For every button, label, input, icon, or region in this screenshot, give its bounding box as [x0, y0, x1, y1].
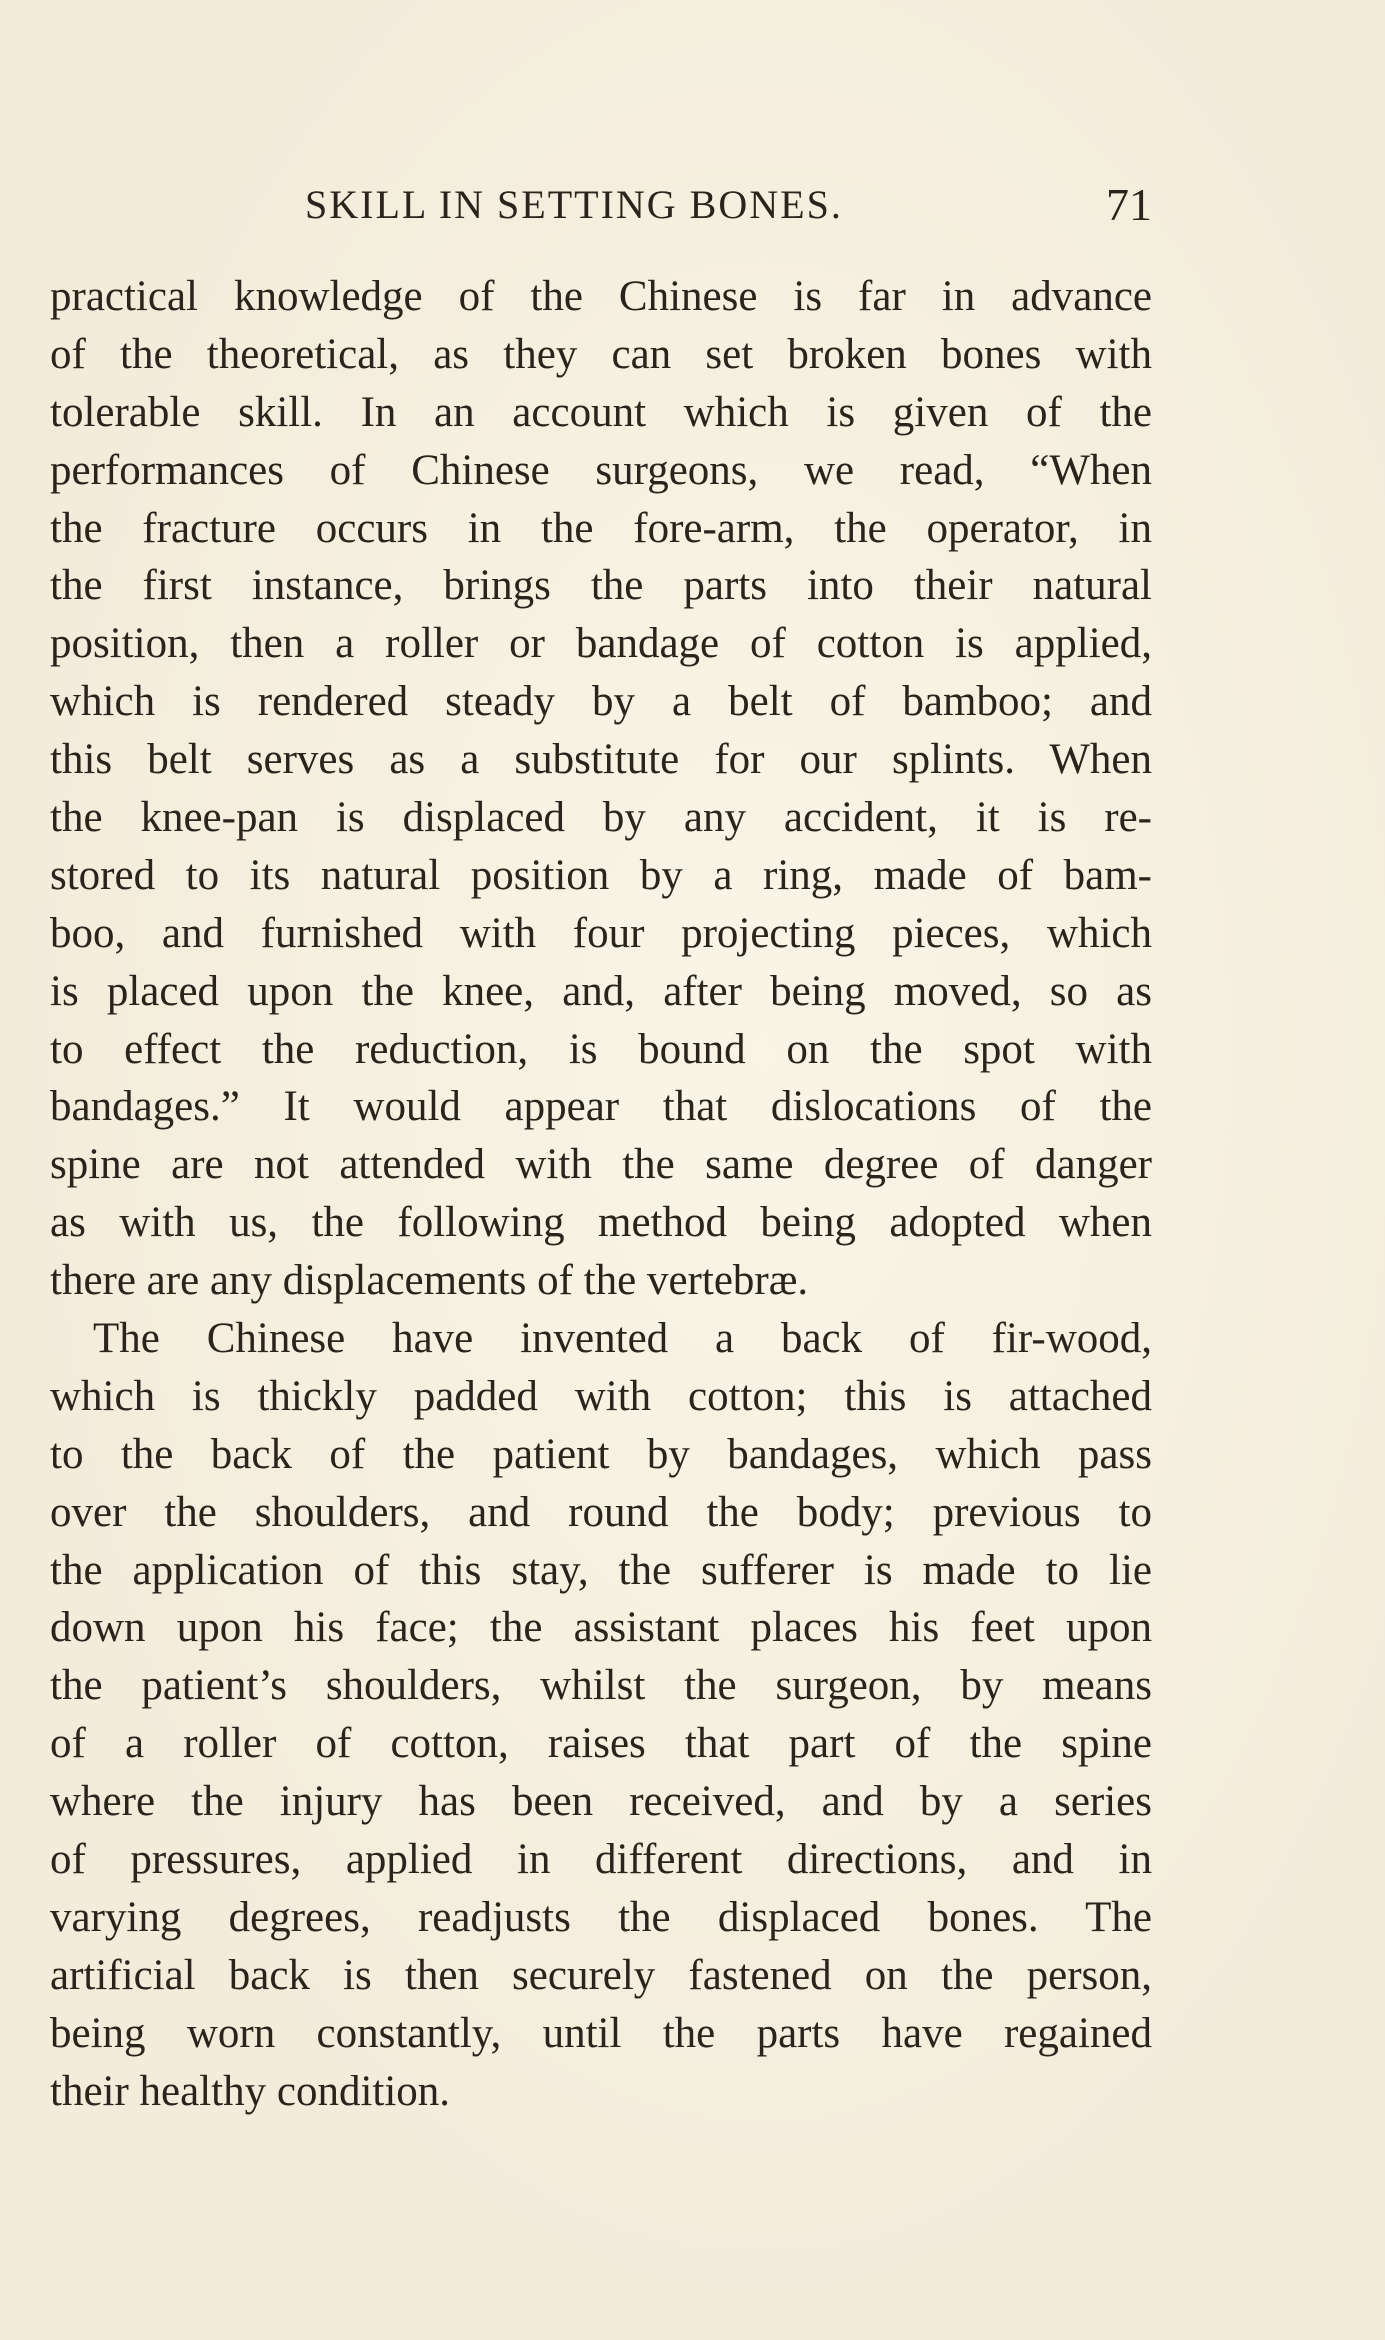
- paragraph-2: [50, 1310, 1152, 2120]
- text-line: practical knowledge of the Chinese is far in advance: [50, 273, 1152, 320]
- text-line: the knee-pan is displaced by any accident, it is re-: [50, 794, 1152, 842]
- text-line: performances of Chinese surgeons, we read, “When: [50, 446, 1152, 494]
- running-head-title: SKILL IN SETTING BONES.: [305, 182, 843, 227]
- text-line: of a roller of cotton, raises that part of the spine: [50, 1720, 1152, 1768]
- text-line: is placed upon the knee, and, after being moved, so as: [50, 967, 1152, 1015]
- text-line: the fracture occurs in the fore-arm, the operator, in: [50, 504, 1152, 552]
- text-line: artificial back is then securely fastened on the person,: [50, 1951, 1152, 1999]
- text-line: stored to its natural position by a ring, made of bam-: [50, 851, 1152, 899]
- text-line: spine are not attended with the same degree of danger: [50, 1141, 1152, 1189]
- body-text: [50, 268, 1152, 2121]
- running-head: [50, 175, 1152, 235]
- text-line: there are any displacements of the vertebræ.: [50, 1257, 809, 1305]
- text-line: this belt serves as a substitute for our splints. When: [50, 736, 1152, 784]
- text-line: their healthy condition.: [50, 2067, 451, 2115]
- text-line: over the shoulders, and round the body; previous to: [50, 1488, 1152, 1536]
- text-line: as with us, the following method being adopted when: [50, 1199, 1152, 1247]
- text-line: varying degrees, readjusts the displaced bones. The: [50, 1893, 1152, 1941]
- page-number: 71: [1106, 179, 1152, 230]
- text-line: the first instance, brings the parts into their natural: [50, 562, 1152, 610]
- text-line: The Chinese have invented a back of fir-wood,: [93, 1315, 1152, 1363]
- text-line: the patient’s shoulders, whilst the surgeon, by means: [50, 1662, 1152, 1710]
- text-line: of the theoretical, as they can set broken bones with: [50, 330, 1152, 378]
- text-line: where the injury has been received, and by a series: [50, 1778, 1152, 1826]
- text-line: which is thickly padded with cotton; this is attached: [50, 1372, 1152, 1420]
- text-line: down upon his face; the assistant places his feet upon: [50, 1604, 1152, 1652]
- text-line: the application of this stay, the sufferer is made to lie: [50, 1546, 1152, 1594]
- text-line: bandages.” It would appear that dislocations of the: [50, 1083, 1152, 1131]
- text-line: of pressures, applied in different directions, and in: [50, 1836, 1152, 1884]
- text-line: to the back of the patient by bandages, which pass: [50, 1430, 1152, 1478]
- text-line: position, then a roller or bandage of cotton is applied,: [50, 620, 1152, 668]
- text-line: to effect the reduction, is bound on the spot with: [50, 1025, 1152, 1073]
- text-line: boo, and furnished with four projecting pieces, which: [50, 909, 1152, 957]
- text-line: tolerable skill. In an account which is given of the: [50, 388, 1152, 436]
- text-line: being worn constantly, until the parts have regained: [50, 2009, 1152, 2057]
- paragraph-1: [50, 268, 1152, 1310]
- text-line: which is rendered steady by a belt of bamboo; and: [50, 678, 1152, 726]
